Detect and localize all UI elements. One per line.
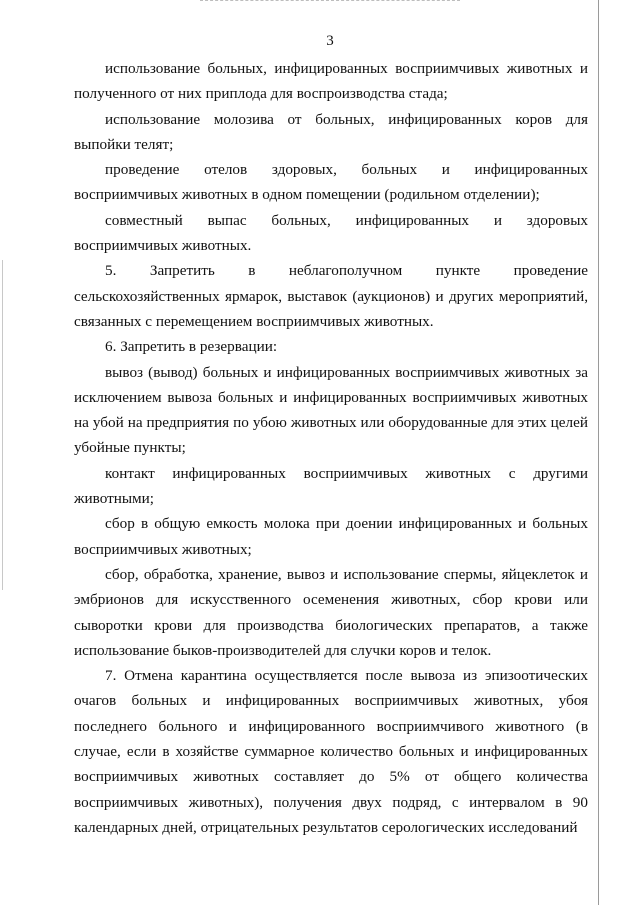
paragraph-2: использование молозива от больных, инфицированных коров для выпойки телят;	[74, 110, 588, 153]
paragraph-6: 6. Запретить в резервации:	[105, 338, 278, 356]
paragraph-9: сбор в общую емкость молока при доении инфицированных и больных восприимчивых животных;	[74, 515, 588, 558]
paragraph-3: проведение отелов здоровых, больных и инфицированных восприимчивых животных в одном помещении (родильном отделении);	[74, 161, 588, 204]
page-number: 3	[326, 33, 334, 49]
paragraph-1: использование больных, инфицированных восприимчивых животных и полученного от них приплода для воспроизводства стада;	[74, 60, 588, 103]
scan-top-marks	[200, 0, 460, 4]
paragraph-4: совместный выпас больных, инфицированных и здоровых восприимчивых животных.	[74, 211, 588, 255]
scan-left-edge	[2, 260, 3, 590]
paragraph-10: сбор, обработка, хранение, вывоз и использование спермы, яйцеклеток и эмбрионов для искусственного осеменения животных, сбор крови или сыворотки крови для производства биологических препаратов, а также использование быков-производителей для случки коров и телок.	[74, 565, 588, 659]
paragraph-5: 5. Запретить в неблагополучном пункте проведение сельскохозяйственных ярмарок, выставок (аукционов) и других мероприятий, связанных с перемещением восприимчивых животных.	[74, 262, 588, 330]
document-body	[74, 56, 588, 840]
paragraph-11: 7. Отмена карантина осуществляется после вывоза из эпизоотических очагов больных и инфицированных восприимчивых животных, убоя последнего больного и инфицированного восприимчивого животного (в случае, если в хозяйстве суммарное количество больных и инфицированных восприимчивых животных составляет до 5% от общего количества восприимчивых животных), получения двух подряд, с интервалом в 90 календарных дней, отрицательных результатов серологических исследований	[74, 667, 588, 836]
paragraph-7: вывоз (вывод) больных и инфицированных восприимчивых животных за исключением вывоза больных и инфицированных восприимчивых животных на убой на предприятия по убою животных или оборудованные для этих целей убойные пункты;	[74, 363, 588, 457]
scan-right-edge	[598, 0, 599, 905]
paragraph-8: контакт инфицированных восприимчивых животных с другими животными;	[74, 464, 588, 508]
